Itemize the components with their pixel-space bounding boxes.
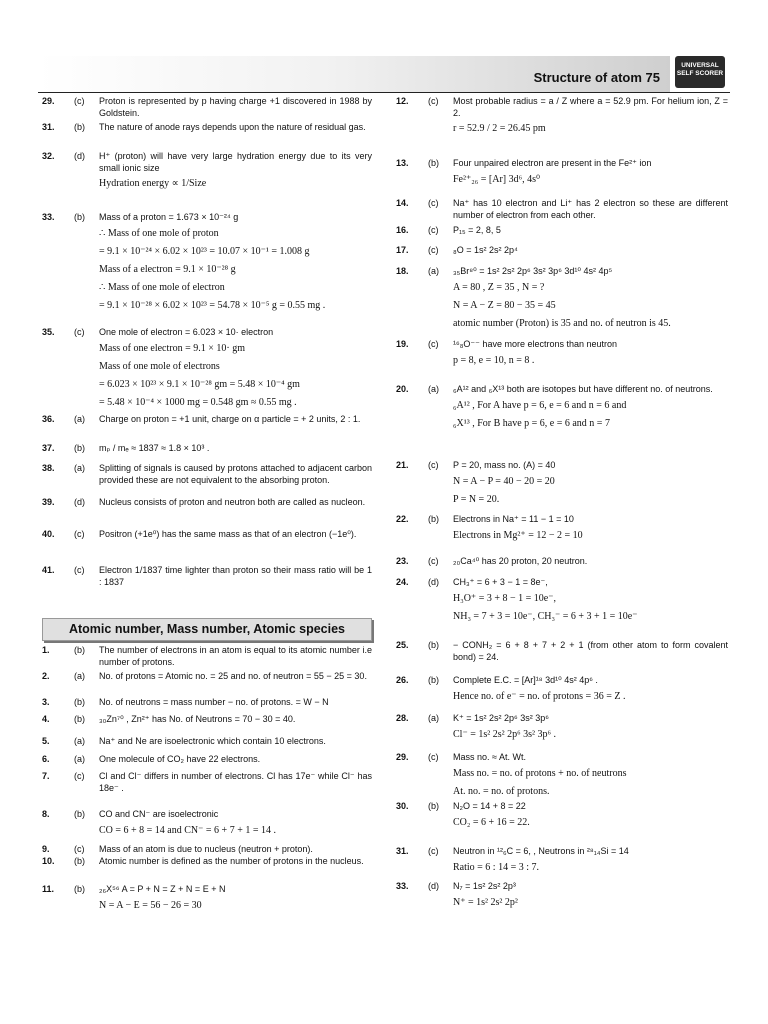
answer-option: (a) bbox=[428, 266, 439, 276]
explanation-text: Most probable radius = a / Z where a = 52.9 pm. For helium ion, Z = 2. bbox=[453, 96, 728, 118]
question-number: 28. bbox=[396, 713, 409, 723]
equation-line: Mass no. = no. of protons + no. of neutrons bbox=[453, 768, 627, 779]
equation-line: = 5.48 × 10⁻⁴ × 1000 mg = 0.548 gm ≈ 0.55 mg . bbox=[99, 397, 297, 408]
question-number: 5. bbox=[42, 736, 50, 746]
answer-option: (c) bbox=[428, 556, 439, 566]
question-number: 12. bbox=[396, 96, 409, 106]
equation-line: Mass of one mole of electrons bbox=[99, 361, 220, 372]
answer-option: (a) bbox=[74, 736, 85, 746]
explanation-text: Electrons in Na⁺ = 11 − 1 = 10 bbox=[453, 514, 574, 524]
question-number: 17. bbox=[396, 245, 409, 255]
explanation-text: One mole of electron = 6.023 × 10· electron bbox=[99, 327, 274, 337]
answer-option: (a) bbox=[74, 754, 85, 764]
explanation-text: Neutron in ¹²₆C = 6, , Neutrons in ²⁸₁₄Si = 14 bbox=[453, 846, 629, 856]
question-number: 13. bbox=[396, 158, 409, 168]
question-number: 39. bbox=[42, 497, 55, 507]
equation-line: NH₃ = 7 + 3 = 10e⁻, CH₃⁻ = 6 + 3 + 1 = 10e⁻ bbox=[453, 611, 638, 622]
equation-line: At. no. = no. of protons. bbox=[453, 786, 550, 797]
explanation-text: mₚ / mₑ ≈ 1837 ≈ 1.8 × 10³ . bbox=[99, 443, 210, 453]
explanation-text: ₂₆X⁵⁶ A = P + N = Z + N = E + N bbox=[99, 884, 226, 894]
answer-option: (a) bbox=[74, 414, 85, 424]
question-number: 37. bbox=[42, 443, 55, 453]
explanation-text: CO and CN⁻ are isoelectronic bbox=[99, 809, 219, 819]
answer-option: (b) bbox=[428, 801, 439, 811]
question-number: 19. bbox=[396, 339, 409, 349]
question-number: 14. bbox=[396, 198, 409, 208]
question-number: 24. bbox=[396, 577, 409, 587]
question-number: 25. bbox=[396, 640, 409, 650]
answer-option: (c) bbox=[428, 460, 439, 470]
answer-option: (a) bbox=[428, 384, 439, 394]
question-number: 30. bbox=[396, 801, 409, 811]
question-number: 40. bbox=[42, 529, 55, 539]
equation-line: Fe²⁺₂₆ = [Ar] 3d⁶, 4s⁰ bbox=[453, 174, 540, 185]
page-title: Structure of atom 75 bbox=[533, 70, 660, 85]
equation-line: N⁺ = 1s² 2s² 2p² bbox=[453, 897, 518, 908]
question-number: 41. bbox=[42, 565, 55, 575]
explanation-text: H⁺ (proton) will have very large hydration energy due to its very small ionic size bbox=[99, 151, 372, 173]
explanation-text: Mass no. ≈ At. Wt. bbox=[453, 752, 526, 762]
explanation-text: K⁺ = 1s² 2s² 2p⁶ 3s² 3p⁶ bbox=[453, 713, 549, 723]
question-number: 38. bbox=[42, 463, 55, 473]
explanation-text: Nucleus consists of proton and neutron both are called as nucleon. bbox=[99, 497, 366, 507]
answer-option: (c) bbox=[74, 529, 85, 539]
question-number: 10. bbox=[42, 856, 55, 866]
explanation-text: ₃₅Br⁸⁰ = 1s² 2s² 2p⁶ 3s² 3p⁶ 3d¹⁰ 4s² 4p⁵ bbox=[453, 266, 613, 276]
equation-line: Hydration energy ∝ 1/Size bbox=[99, 178, 207, 189]
answer-option: (d) bbox=[428, 881, 439, 891]
answer-option: (d) bbox=[74, 151, 85, 161]
answer-option: (b) bbox=[428, 675, 439, 685]
universal-self-scorer-logo: UNIVERSAL SELF SCORER bbox=[675, 56, 725, 88]
explanation-text: CH₃⁺ = 6 + 3 − 1 = 8e⁻, bbox=[453, 577, 548, 587]
equation-line: Mass of one electron = 9.1 × 10· gm bbox=[99, 343, 245, 354]
question-number: 29. bbox=[42, 96, 55, 106]
explanation-text: Proton is represented by p having charge +1 discovered in 1988 by Goldstein. bbox=[99, 96, 372, 118]
explanation-text: P₁₅ = 2, 8, 5 bbox=[453, 225, 501, 235]
question-number: 21. bbox=[396, 460, 409, 470]
answer-option: (b) bbox=[74, 645, 85, 655]
answer-option: (b) bbox=[74, 856, 85, 866]
question-number: 29. bbox=[396, 752, 409, 762]
explanation-text: ₈O = 1s² 2s² 2p⁴ bbox=[453, 245, 518, 255]
answer-option: (c) bbox=[74, 96, 85, 106]
equation-line: = 6.023 × 10²³ × 9.1 × 10⁻²⁸ gm = 5.48 × 10⁻⁴ gm bbox=[99, 379, 300, 390]
explanation-text: Mass of a proton = 1.673 × 10⁻²⁴ g bbox=[99, 212, 239, 222]
answer-option: (c) bbox=[428, 752, 439, 762]
question-number: 33. bbox=[396, 881, 409, 891]
explanation-text: Cl and Cl⁻ differs in number of electrons. Cl has 17e⁻ while Cl⁻ has 18e⁻ . bbox=[99, 771, 372, 793]
answer-option: (b) bbox=[74, 443, 85, 453]
explanation-text: Splitting of signals is caused by protons attached to adjacent carbon provided these are not equivalent to the absorbing proton. bbox=[99, 463, 372, 485]
explanation-text: Four unpaired electron are present in the Fe²⁺ ion bbox=[453, 158, 652, 168]
question-number: 7. bbox=[42, 771, 50, 781]
explanation-text: Na⁺ has 10 electron and Li⁺ has 2 electron so these are different number of electron from each other. bbox=[453, 198, 728, 220]
equation-line: atomic number (Proton) is 35 and no. of neutron is 45. bbox=[453, 318, 671, 329]
question-number: 4. bbox=[42, 714, 50, 724]
answer-option: (c) bbox=[428, 225, 439, 235]
answer-option: (b) bbox=[74, 212, 85, 222]
explanation-text: No. of neutrons = mass number − no. of protons. = W − N bbox=[99, 697, 329, 707]
equation-line: p = 8, e = 10, n = 8 . bbox=[453, 355, 535, 366]
equation-line: ∴ Mass of one mole of electron bbox=[99, 282, 225, 293]
answer-option: (a) bbox=[74, 671, 85, 681]
answer-option: (b) bbox=[428, 158, 439, 168]
question-number: 6. bbox=[42, 754, 50, 764]
equation-line: Electrons in Mg²⁺ = 12 − 2 = 10 bbox=[453, 530, 583, 541]
answer-option: (c) bbox=[74, 327, 85, 337]
explanation-text: ₃₀Zn⁷⁰ , Zn²⁺ has No. of Neutrons = 70 − 30 = 40. bbox=[99, 714, 296, 724]
question-number: 9. bbox=[42, 844, 50, 854]
question-number: 8. bbox=[42, 809, 50, 819]
equation-line: = 9.1 × 10⁻²⁴ × 6.02 × 10²³ = 10.07 × 10⁻¹ = 1.008 g bbox=[99, 246, 310, 257]
explanation-text: ₆A¹² and ₆X¹³ both are isotopes but have different no. of neutrons. bbox=[453, 384, 713, 394]
equation-line: Ratio = 6 : 14 = 3 : 7. bbox=[453, 862, 540, 873]
question-number: 26. bbox=[396, 675, 409, 685]
equation-line: A = 80 , Z = 35 , N = ? bbox=[453, 282, 545, 293]
answer-option: (b) bbox=[428, 640, 439, 650]
explanation-text: ₂₀Ca⁴⁰ has 20 proton, 20 neutron. bbox=[453, 556, 588, 566]
question-number: 32. bbox=[42, 151, 55, 161]
answer-option: (c) bbox=[74, 565, 85, 575]
answer-option: (c) bbox=[74, 771, 85, 781]
question-number: 18. bbox=[396, 266, 409, 276]
explanation-text: Electron 1/1837 time lighter than proton so their mass ratio will be 1 : 1837 bbox=[99, 565, 372, 587]
equation-line: ₆X¹³ , For B have p = 6, e = 6 and n = 7 bbox=[453, 418, 610, 429]
answer-option: (b) bbox=[74, 714, 85, 724]
question-number: 35. bbox=[42, 327, 55, 337]
question-number: 3. bbox=[42, 697, 50, 707]
equation-line: CO₂ = 6 + 16 = 22. bbox=[453, 817, 530, 828]
equation-line: ∴ Mass of one mole of proton bbox=[99, 228, 219, 239]
answer-option: (b) bbox=[74, 884, 85, 894]
explanation-text: − CONH₂ = 6 + 8 + 7 + 2 + 1 (from other atom to form covalent bond) = 24. bbox=[453, 640, 728, 662]
answer-option: (b) bbox=[74, 809, 85, 819]
explanation-text: Positron (+1e⁰) has the same mass as that of an electron (−1e⁰). bbox=[99, 529, 357, 539]
explanation-text: Atomic number is defined as the number of protons in the nucleus. bbox=[99, 856, 364, 866]
answer-option: (b) bbox=[428, 514, 439, 524]
answer-option: (c) bbox=[428, 96, 439, 106]
answer-option: (c) bbox=[428, 846, 439, 856]
equation-line: N = A − P = 40 − 20 = 20 bbox=[453, 476, 555, 487]
explanation-text: N₇ = 1s² 2s² 2p³ bbox=[453, 881, 516, 891]
header-rule bbox=[38, 92, 730, 93]
equation-line: r = 52.9 / 2 = 26.45 pm bbox=[453, 123, 546, 134]
question-number: 33. bbox=[42, 212, 55, 222]
answer-option: (c) bbox=[74, 844, 85, 854]
equation-line: H₃O⁺ = 3 + 8 − 1 = 10e⁻, bbox=[453, 593, 556, 604]
explanation-text: The number of electrons in an atom is equal to its atomic number i.e number of protons. bbox=[99, 645, 372, 667]
equation-line: P = N = 20. bbox=[453, 494, 500, 505]
equation-line: Mass of a electron = 9.1 × 10⁻²⁸ g bbox=[99, 264, 236, 275]
question-number: 11. bbox=[42, 884, 55, 894]
question-number: 2. bbox=[42, 671, 50, 681]
question-number: 36. bbox=[42, 414, 55, 424]
explanation-text: ¹⁶₈O⁻⁻ have more electrons than neutron bbox=[453, 339, 618, 349]
explanation-text: The nature of anode rays depends upon the nature of residual gas. bbox=[99, 122, 366, 132]
equation-line: ₆A¹² , For A have p = 6, e = 6 and n = 6 and bbox=[453, 400, 627, 411]
answer-option: (d) bbox=[428, 577, 439, 587]
question-number: 31. bbox=[396, 846, 409, 856]
equation-line: CO = 6 + 8 = 14 and CN⁻ = 6 + 7 + 1 = 14 . bbox=[99, 825, 276, 836]
question-number: 23. bbox=[396, 556, 409, 566]
equation-line: N = A − E = 56 − 26 = 30 bbox=[99, 900, 202, 911]
answer-option: (c) bbox=[428, 198, 439, 208]
answer-option: (b) bbox=[74, 697, 85, 707]
explanation-text: Mass of an atom is due to nucleus (neutron + proton). bbox=[99, 844, 313, 854]
section-heading: Atomic number, Mass number, Atomic species bbox=[42, 618, 372, 641]
explanation-text: N₂O = 14 + 8 = 22 bbox=[453, 801, 526, 811]
equation-line: Cl⁻ = 1s² 2s² 2p⁶ 3s² 3p⁶ . bbox=[453, 729, 557, 740]
question-number: 16. bbox=[396, 225, 409, 235]
answer-option: (c) bbox=[428, 245, 439, 255]
answer-option: (a) bbox=[74, 463, 85, 473]
answer-option: (b) bbox=[74, 122, 85, 132]
question-number: 22. bbox=[396, 514, 409, 524]
explanation-text: Na⁺ and Ne are isoelectronic which contain 10 electrons. bbox=[99, 736, 326, 746]
equation-line: = 9.1 × 10⁻²⁸ × 6.02 × 10²³ = 54.78 × 10⁻⁵ g = 0.55 mg . bbox=[99, 300, 326, 311]
equation-line: N = A − Z = 80 − 35 = 45 bbox=[453, 300, 556, 311]
explanation-text: No. of protons = Atomic no. = 25 and no. of neutron = 55 − 25 = 30. bbox=[99, 671, 367, 681]
explanation-text: One molecule of CO₂ have 22 electrons. bbox=[99, 754, 261, 764]
answer-option: (d) bbox=[74, 497, 85, 507]
answer-option: (a) bbox=[428, 713, 439, 723]
explanation-text: Complete E.C. = [Ar]¹⁸ 3d¹⁰ 4s² 4p⁶ . bbox=[453, 675, 598, 685]
question-number: 1. bbox=[42, 645, 50, 655]
explanation-text: Charge on proton = +1 unit, charge on α particle = + 2 units, 2 : 1. bbox=[99, 414, 361, 424]
question-number: 20. bbox=[396, 384, 409, 394]
explanation-text: P = 20, mass no. (A) = 40 bbox=[453, 460, 556, 470]
equation-line: Hence no. of e⁻ = no. of protons = 36 = Z . bbox=[453, 691, 626, 702]
question-number: 31. bbox=[42, 122, 55, 132]
answer-option: (c) bbox=[428, 339, 439, 349]
